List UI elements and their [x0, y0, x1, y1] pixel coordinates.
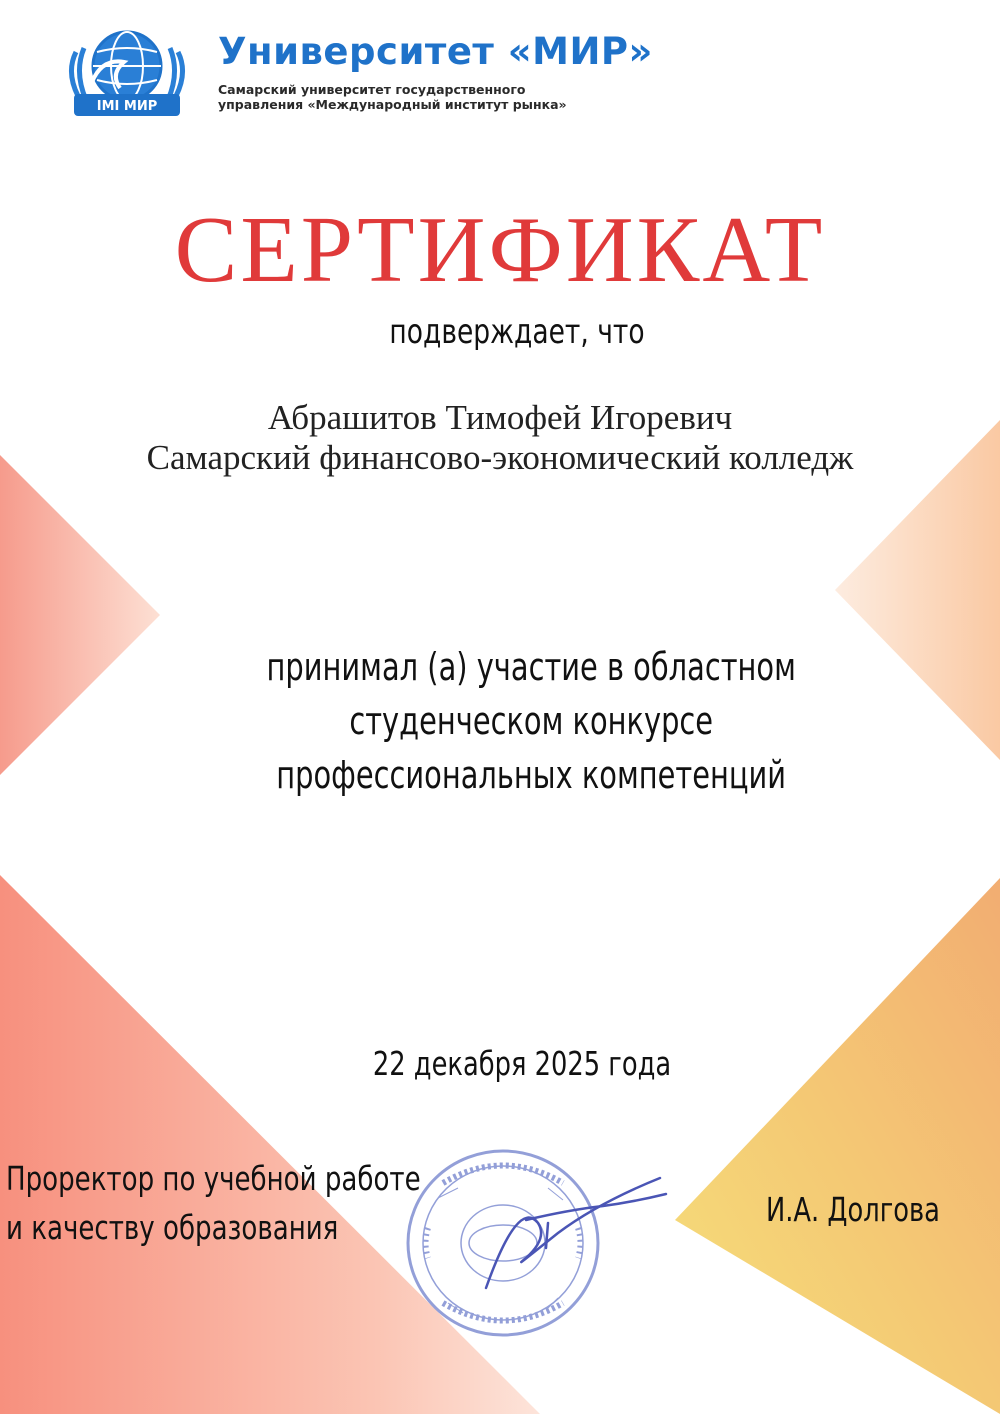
university-name: Университет «МИР» — [218, 30, 653, 73]
university-subtitle-line1: Самарский университет государственного — [218, 82, 526, 97]
participation-line3: профессиональных компетенций — [276, 753, 787, 797]
certificate-date: 22 декабря 2025 года — [372, 1044, 672, 1083]
left-upper-triangle — [0, 455, 160, 775]
university-subtitle — [218, 82, 648, 112]
official-stamp-with-signature — [398, 1128, 688, 1348]
participation-line2: студенческом конкурсе — [349, 699, 714, 743]
certificate-title: СЕРТИФИКАТ — [174, 198, 826, 302]
signer-role-line2: и качеству образования — [6, 1208, 339, 1247]
university-logo-icon — [62, 22, 192, 126]
participation-line1: принимал (а) участие в областном — [266, 645, 796, 689]
signer-role — [6, 1154, 421, 1252]
right-lower-triangle — [675, 878, 1000, 1414]
svg-text:IMI МИР: IMI МИР — [96, 99, 158, 114]
recipient-organization: Самарский финансово-экономический колледж — [146, 438, 854, 477]
participation-text — [151, 640, 911, 802]
signer-role-line1: Проректор по учебной работе — [6, 1159, 421, 1198]
confirms-text: подверждает, что — [389, 312, 645, 352]
recipient-name: Абрашитов Тимофей Игоревич — [267, 398, 733, 437]
university-subtitle-line2: управления «Международный институт рынка» — [218, 97, 567, 112]
signer-name: И.А. Долгова — [766, 1190, 940, 1229]
